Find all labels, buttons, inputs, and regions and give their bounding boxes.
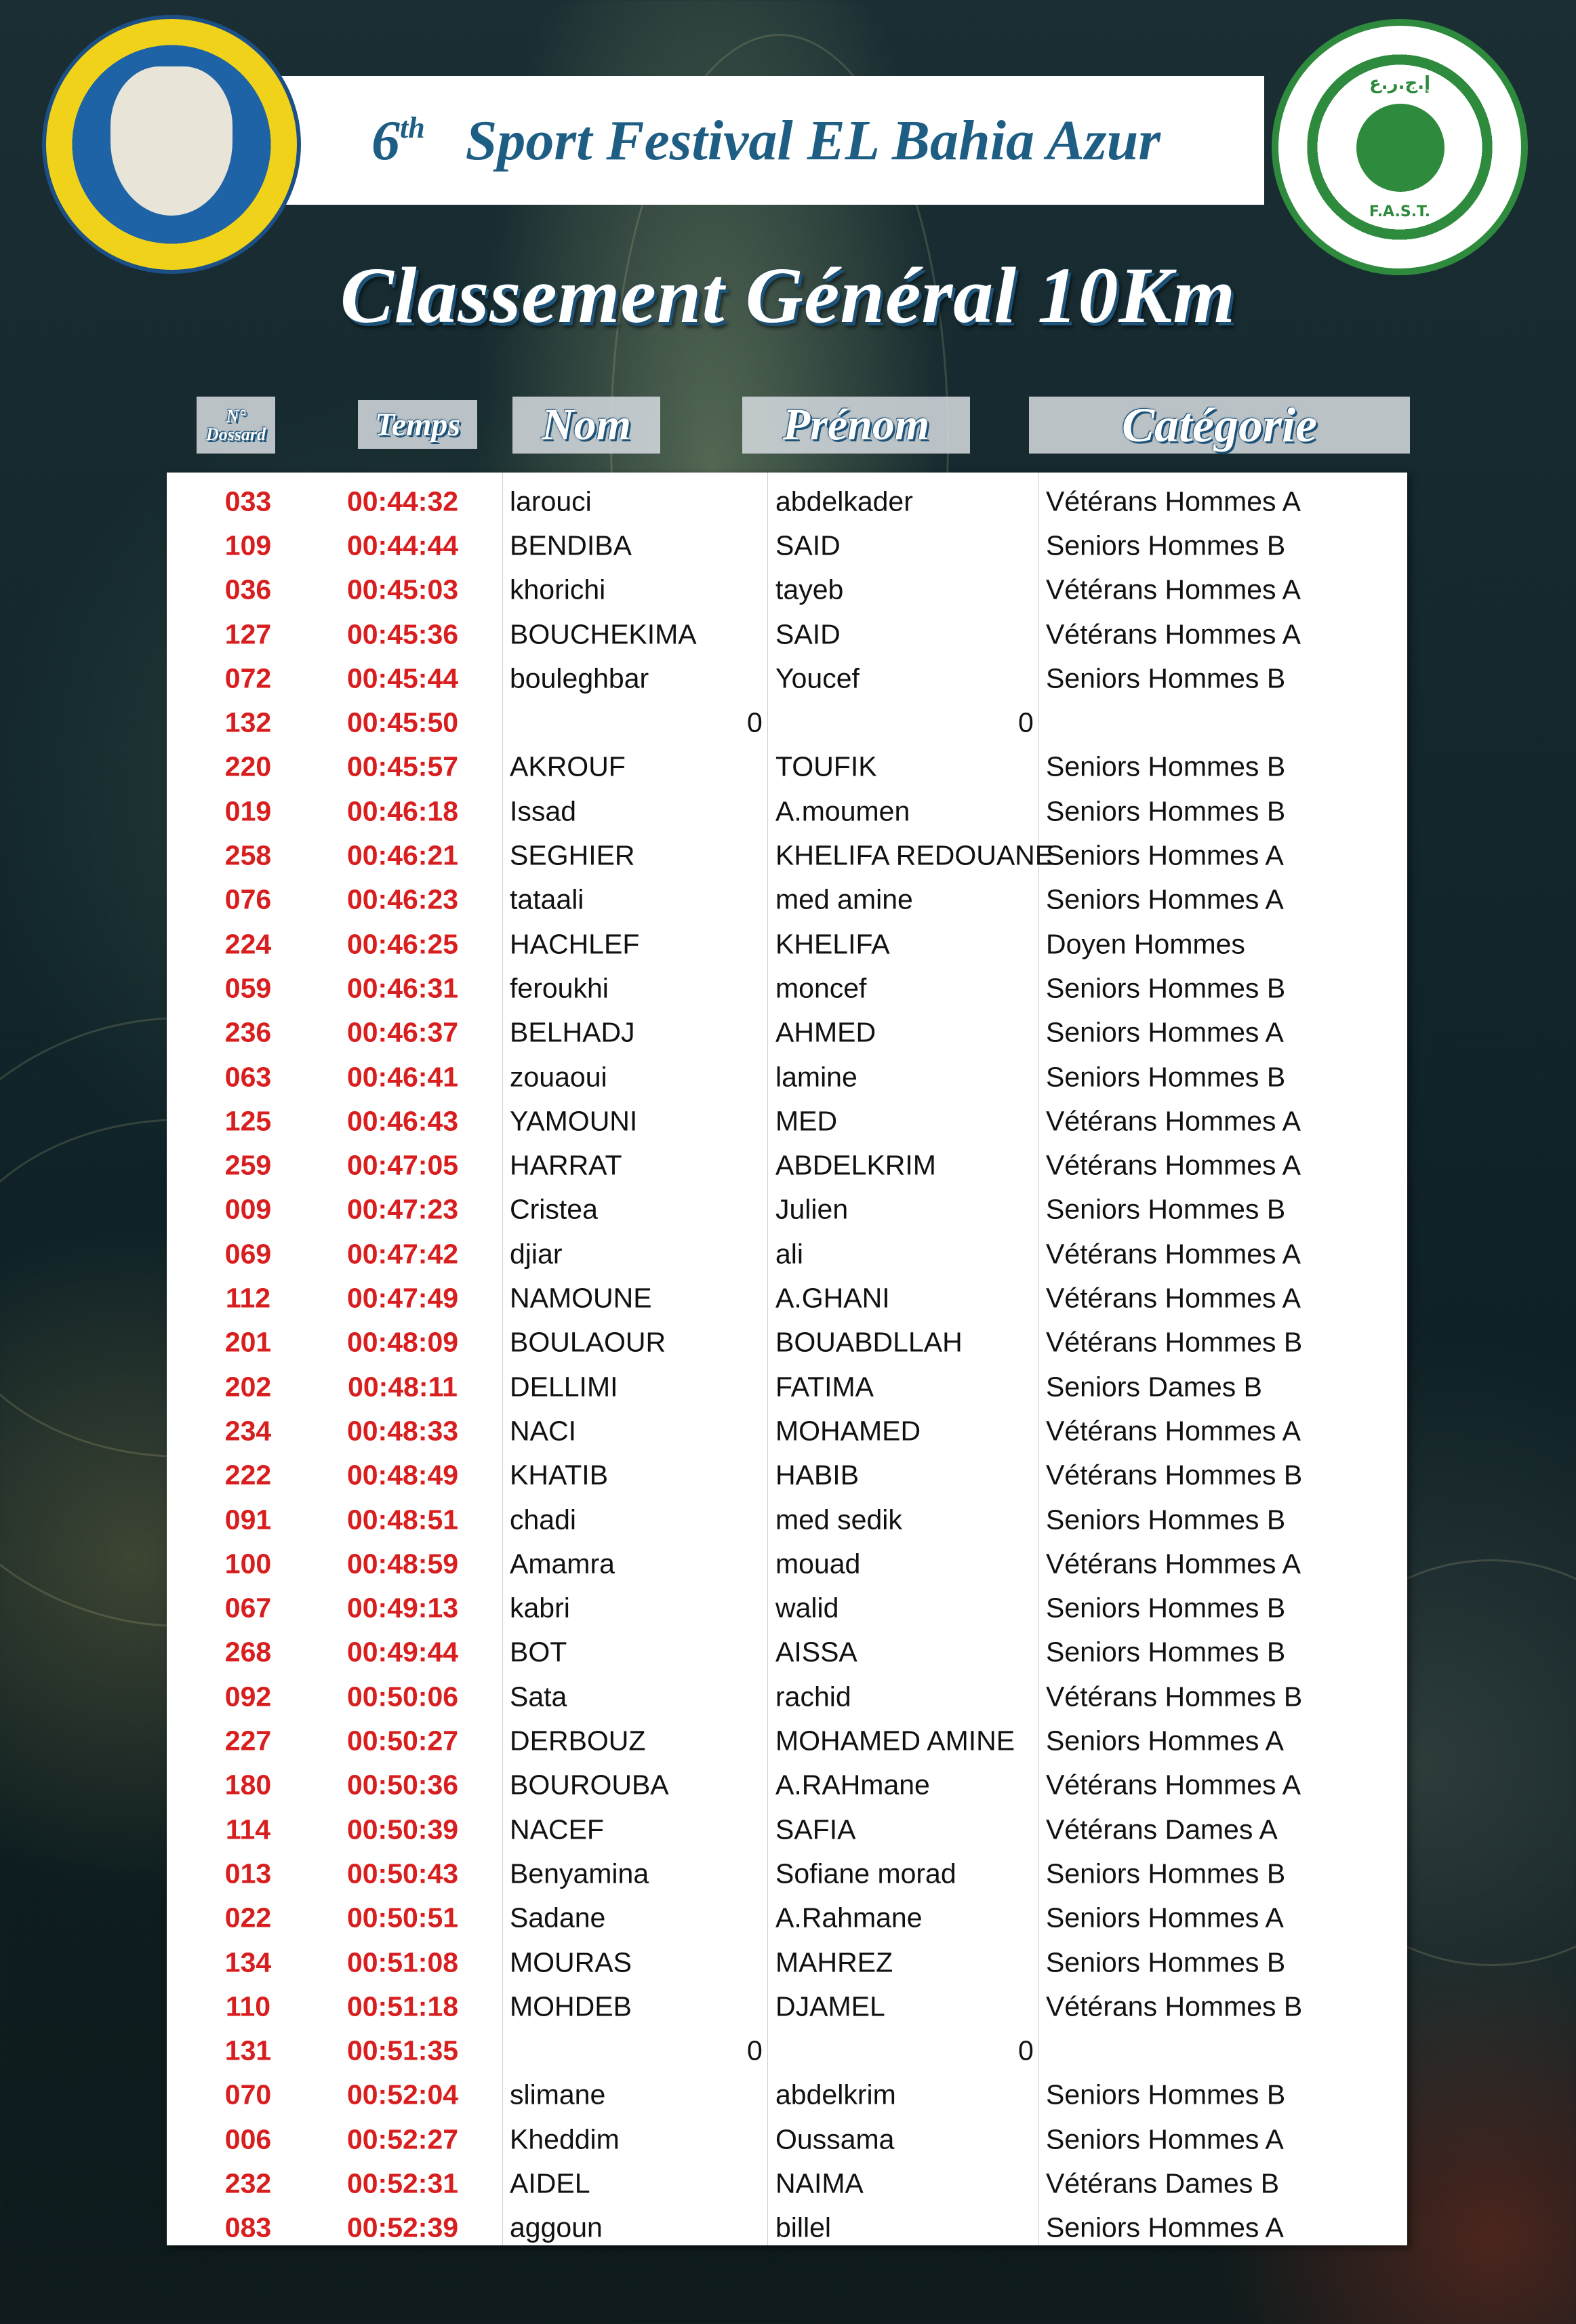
cell-dossard: 022 [224,1902,272,1934]
cell-dossard: 076 [224,883,272,915]
cell-dossard: 232 [224,2167,272,2199]
cell-temps: 00:48:59 [346,1548,459,1580]
cell-dossard: 236 [224,1016,272,1048]
table-row [167,1763,1407,1807]
cell-prenom: tayeb [775,574,844,605]
cell-categorie: Vétérans Hommes A [1046,1769,1301,1801]
table-row [167,1630,1407,1675]
monument-icon [110,66,233,216]
edition-ordinal [371,108,425,174]
cell-nom: BOULAOUR [510,1326,666,1358]
cell-prenom: KHELIFA [775,928,890,960]
cell-nom: feroukhi [510,972,609,1004]
cell-prenom: AISSA [775,1636,857,1668]
cell-dossard: 134 [224,1946,272,1978]
cell-categorie: Vétérans Hommes A [1046,618,1301,650]
cell-nom: slimane [510,2079,606,2110]
cell-temps: 00:50:43 [346,1858,459,1889]
cell-dossard: 067 [224,1592,272,1624]
cell-nom: YAMOUNI [510,1105,638,1137]
cell-categorie: Seniors Hommes A [1046,839,1284,871]
table-row [167,1409,1407,1453]
cell-temps: 00:50:39 [346,1814,459,1845]
cell-nom: larouci [510,485,592,517]
table-row [167,1232,1407,1276]
cell-temps: 00:45:57 [346,750,459,782]
cell-temps: 00:46:37 [346,1016,459,1048]
cell-categorie: Vétérans Hommes A [1046,1105,1301,1137]
cell-categorie: Seniors Hommes A [1046,2123,1284,2155]
table-row [167,568,1407,612]
table-row [167,1807,1407,1851]
cell-dossard: 110 [225,1990,271,2022]
cell-dossard: 006 [224,2123,272,2155]
cell-prenom: MAHREZ [775,1946,893,1978]
cell-categorie: Vétérans Dames B [1046,2167,1280,2199]
cell-temps: 00:51:08 [346,1946,459,1978]
cell-dossard: 112 [225,1282,271,1314]
cell-categorie: Vétérans Hommes A [1046,1238,1301,1270]
cell-nom: aggoun [510,2211,603,2243]
table-row [167,1454,1407,1498]
cell-dossard: 127 [224,618,272,650]
cell-nom: NACEF [510,1814,604,1845]
cell-nom: zouaoui [510,1061,607,1093]
table-row [167,1276,1407,1320]
cell-prenom: DJAMEL [775,1990,885,2022]
cell-prenom: AHMED [775,1016,876,1048]
cell-dossard: 059 [224,972,272,1004]
cell-dossard: 091 [224,1504,272,1536]
column-header-categorie: Catégorie [1029,397,1410,454]
cell-zero: 0 [1018,2035,1034,2066]
cell-prenom: SAID [775,529,841,561]
cell-dossard: 114 [225,1814,271,1845]
cell-categorie: Doyen Hommes [1046,928,1245,960]
festival-logo [42,15,301,274]
cell-categorie: Vétérans Hommes A [1046,574,1301,605]
cell-categorie: Vétérans Hommes A [1046,1548,1301,1580]
cell-categorie: Vétérans Hommes A [1046,1282,1301,1314]
cell-temps: 00:48:33 [346,1415,459,1447]
cell-temps: 00:50:36 [346,1769,459,1801]
table-row [167,2029,1407,2073]
column-header-temps: Temps [358,400,477,449]
federation-arabic-initials: إ.ج.ر.ع [1369,73,1430,94]
cell-temps: 00:46:23 [346,883,459,915]
event-name: Sport Festival EL Bahia Azur [465,108,1161,172]
cell-zero: 0 [747,2035,763,2066]
cell-nom: NAMOUNE [510,1282,652,1314]
table-row [167,612,1407,656]
cell-nom: AIDEL [510,2167,590,2199]
table-row [167,1055,1407,1099]
cell-temps: 00:45:44 [346,662,459,694]
cell-prenom: billel [775,2211,832,2243]
table-row [167,1719,1407,1763]
cell-dossard: 083 [224,2211,272,2243]
cell-prenom: A.RAHmane [775,1769,930,1801]
cell-nom: AKROUF [510,750,626,782]
cell-dossard: 100 [224,1548,272,1580]
cell-nom: HACHLEF [510,928,640,960]
cell-categorie: Vétérans Hommes A [1046,1149,1301,1181]
cell-categorie: Seniors Hommes B [1046,1193,1286,1225]
cell-prenom: med sedik [775,1504,902,1536]
cell-temps: 00:49:44 [346,1636,459,1668]
table-row [167,1188,1407,1232]
cell-nom: Cristea [510,1193,598,1225]
cell-categorie: Seniors Hommes B [1046,795,1286,827]
algeria-map-icon [1356,104,1444,192]
cell-prenom: MED [775,1105,838,1137]
cell-categorie: Vétérans Hommes A [1046,485,1301,517]
cell-temps: 00:46:18 [346,795,459,827]
cell-zero: 0 [1018,706,1034,738]
dossard-header-line2: Dossard [205,424,266,444]
cell-nom: Kheddim [510,2123,620,2155]
table-row [167,966,1407,1010]
cell-temps: 00:52:04 [346,2079,459,2110]
cell-temps: 00:45:03 [346,574,459,605]
cell-dossard: 202 [224,1371,272,1403]
cell-categorie: Seniors Dames B [1046,1371,1263,1403]
cell-nom: KHATIB [510,1459,609,1491]
cell-nom: bouleghbar [510,662,649,694]
table-row [167,833,1407,877]
cell-prenom: SAID [775,618,841,650]
cell-dossard: 258 [224,839,272,871]
cell-dossard: 222 [224,1459,272,1491]
table-row [167,1498,1407,1542]
federation-logo [1272,19,1528,275]
cell-categorie: Seniors Hommes A [1046,1016,1284,1048]
cell-categorie: Seniors Hommes B [1046,1504,1286,1536]
cell-temps: 00:44:32 [346,485,459,517]
cell-nom: chadi [510,1504,577,1536]
cell-temps: 00:52:27 [346,2123,459,2155]
table-row [167,479,1407,523]
cell-temps: 00:47:05 [346,1149,459,1181]
cell-dossard: 019 [224,795,272,827]
cell-dossard: 072 [224,662,272,694]
cell-temps: 00:48:49 [346,1459,459,1491]
cell-temps: 00:45:36 [346,618,459,650]
table-row [167,1321,1407,1365]
edition-suffix: th [399,111,425,144]
table-row [167,1675,1407,1719]
cell-categorie: Vétérans Dames A [1046,1814,1278,1845]
table-row [167,2073,1407,2117]
cell-prenom: NAIMA [775,2167,864,2199]
cell-dossard: 013 [224,1858,272,1889]
results-table [167,473,1407,2245]
cell-categorie: Seniors Hommes B [1046,1946,1286,1978]
table-row [167,745,1407,789]
cell-categorie: Vétérans Hommes B [1046,1681,1303,1712]
cell-temps: 00:44:44 [346,529,459,561]
cell-prenom: Oussama [775,2123,895,2155]
cell-nom: MOURAS [510,1946,632,1978]
cell-categorie: Seniors Hommes A [1046,1725,1284,1757]
cell-categorie: Seniors Hommes B [1046,1858,1286,1889]
cell-prenom: lamine [775,1061,857,1093]
cell-nom: HARRAT [510,1149,622,1181]
cell-prenom: abdelkader [775,485,913,517]
cell-temps: 00:50:06 [346,1681,459,1712]
cell-nom: NACI [510,1415,576,1447]
cell-nom: tataali [510,883,584,915]
cell-prenom: BOUABDLLAH [775,1326,963,1358]
cell-prenom: Julien [775,1193,849,1225]
cell-prenom: walid [775,1592,839,1624]
cell-temps: 00:47:49 [346,1282,459,1314]
cell-nom: BOT [510,1636,567,1668]
table-row [167,1365,1407,1409]
table-row [167,1940,1407,1984]
table-row [167,523,1407,567]
cell-temps: 00:46:25 [346,928,459,960]
cell-nom: Sadane [510,1902,606,1934]
cell-categorie: Seniors Hommes A [1046,2211,1284,2243]
cell-categorie: Vétérans Hommes A [1046,1415,1301,1447]
cell-prenom: abdelkrim [775,2079,896,2110]
cell-dossard: 070 [224,2079,272,2110]
cell-categorie: Seniors Hommes B [1046,1061,1286,1093]
cell-nom: DELLIMI [510,1371,618,1403]
cell-temps: 00:46:31 [346,972,459,1004]
cell-temps: 00:46:43 [346,1105,459,1137]
cell-prenom: SAFIA [775,1814,856,1845]
table-row [167,2117,1407,2161]
cell-categorie: Seniors Hommes A [1046,883,1284,915]
table-row [167,1586,1407,1630]
event-title-bar [268,76,1264,205]
cell-temps: 00:51:35 [346,2035,459,2066]
cell-nom: BOUROUBA [510,1769,669,1801]
table-row [167,2206,1407,2250]
table-row [167,1099,1407,1143]
cell-zero: 0 [747,706,763,738]
cell-temps: 00:52:39 [346,2211,459,2243]
cell-categorie: Seniors Hommes B [1046,662,1286,694]
table-row [167,1984,1407,2028]
cell-nom: Sata [510,1681,567,1712]
column-header-nom: Nom [512,397,660,454]
cell-nom: djiar [510,1238,563,1270]
cell-temps: 00:46:21 [346,839,459,871]
cell-nom: kabri [510,1592,570,1624]
table-row [167,878,1407,922]
cell-temps: 00:48:09 [346,1326,459,1358]
cell-prenom: A.GHANI [775,1282,890,1314]
cell-categorie: Seniors Hommes B [1046,750,1286,782]
cell-dossard: 092 [224,1681,272,1712]
table-row [167,1851,1407,1896]
cell-temps: 00:50:51 [346,1902,459,1934]
table-row [167,2161,1407,2205]
cell-nom: BENDIBA [510,529,632,561]
table-row [167,701,1407,745]
cell-categorie: Vétérans Hommes B [1046,1326,1303,1358]
cell-temps: 00:50:27 [346,1725,459,1757]
cell-dossard: 234 [224,1415,272,1447]
cell-dossard: 069 [224,1238,272,1270]
cell-dossard: 009 [224,1193,272,1225]
table-row [167,1011,1407,1055]
cell-prenom: TOUFIK [775,750,877,782]
cell-prenom: FATIMA [775,1371,874,1403]
cell-dossard: 201 [224,1326,272,1358]
cell-prenom: A.Rahmane [775,1902,923,1934]
cell-prenom: MOHAMED AMINE [775,1725,1015,1757]
cell-temps: 00:46:41 [346,1061,459,1093]
cell-prenom: rachid [775,1681,851,1712]
cell-nom: SEGHIER [510,839,635,871]
column-header-prenom: Prénom [742,397,970,454]
cell-prenom: moncef [775,972,867,1004]
cell-nom: khorichi [510,574,606,605]
cell-prenom: HABIB [775,1459,860,1491]
cell-nom: DERBOUZ [510,1725,646,1757]
cell-temps: 00:45:50 [346,706,459,738]
cell-categorie: Vétérans Hommes B [1046,1459,1303,1491]
cell-prenom: A.moumen [775,795,910,827]
table-row [167,789,1407,833]
cell-temps: 00:52:31 [346,2167,459,2199]
cell-temps: 00:51:18 [346,1990,459,2022]
table-row [167,656,1407,700]
column-header-dossard [197,397,275,454]
cell-dossard: 268 [224,1636,272,1668]
cell-dossard: 131 [224,2035,272,2066]
table-row [167,922,1407,966]
cell-prenom: Youcef [775,662,860,694]
cell-dossard: 132 [224,706,272,738]
cell-dossard: 063 [224,1061,272,1093]
cell-prenom: KHELIFA REDOUANE [775,839,1054,871]
cell-dossard: 259 [224,1149,272,1181]
cell-nom: Issad [510,795,576,827]
cell-nom: BELHADJ [510,1016,635,1048]
page-title: Classement Général 10Km [340,251,1236,340]
cell-categorie: Seniors Hommes B [1046,2079,1286,2110]
cell-prenom: MOHAMED [775,1415,921,1447]
cell-dossard: 220 [224,750,272,782]
cell-nom: BOUCHEKIMA [510,618,697,650]
table-row [167,1144,1407,1188]
cell-prenom: Sofiane morad [775,1858,956,1889]
cell-dossard: 036 [224,574,272,605]
cell-temps: 00:48:11 [348,1371,458,1403]
cell-prenom: ABDELKRIM [775,1149,936,1181]
cell-categorie: Vétérans Hommes B [1046,1990,1303,2022]
table-row [167,1542,1407,1586]
event-title [268,76,1264,205]
cell-dossard: 125 [224,1105,272,1137]
cell-temps: 00:47:23 [346,1193,459,1225]
cell-prenom: med amine [775,883,913,915]
cell-prenom: mouad [775,1548,861,1580]
cell-dossard: 180 [224,1769,272,1801]
cell-temps: 00:48:51 [346,1504,459,1536]
dossard-header-line1: N° [226,405,246,426]
cell-categorie: Seniors Hommes B [1046,529,1286,561]
cell-nom: Benyamina [510,1858,649,1889]
cell-nom: MOHDEB [510,1990,632,2022]
cell-categorie: Seniors Hommes A [1046,1902,1284,1934]
cell-dossard: 224 [224,928,272,960]
cell-categorie: Seniors Hommes B [1046,1636,1286,1668]
cell-categorie: Seniors Hommes B [1046,1592,1286,1624]
cell-prenom: ali [775,1238,804,1270]
cell-temps: 00:47:42 [346,1238,459,1270]
table-row [167,1896,1407,1940]
edition-number: 6 [371,108,400,172]
cell-dossard: 227 [224,1725,272,1757]
cell-temps: 00:49:13 [346,1592,459,1624]
cell-nom: Amamra [510,1548,615,1580]
cell-categorie: Seniors Hommes B [1046,972,1286,1004]
cell-dossard: 109 [224,529,272,561]
federation-initials: F.A.S.T. [1369,203,1431,220]
cell-dossard: 033 [224,485,272,517]
